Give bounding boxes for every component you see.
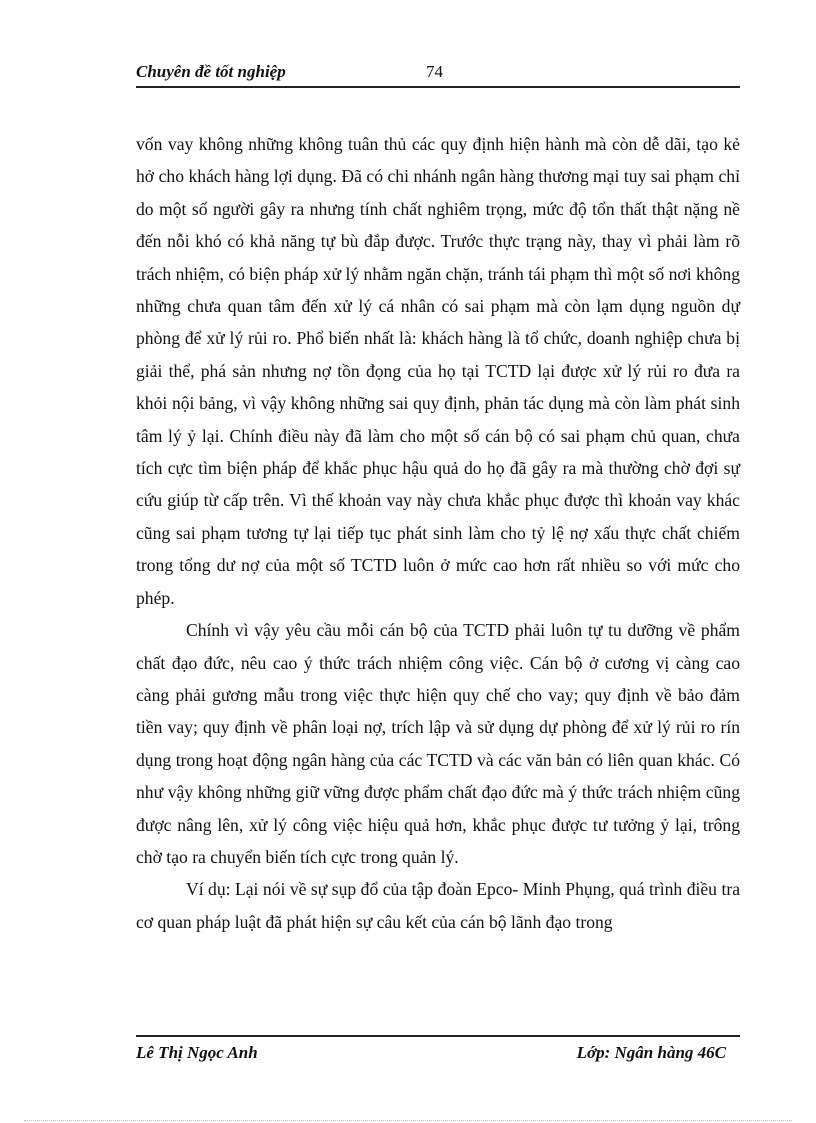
page-footer — [136, 1043, 726, 1067]
paragraph-1: vốn vay không những không tuân thủ các quy định hiện hành mà còn dễ dãi, tạo kẻ hở cho khách hàng lợi dụng. Đã có chi nhánh ngân hàng thương mại tuy sai phạm chỉ do một số người gây ra nhưng tính chất nghiêm trọng, mức độ tổn thất thật nặng nề đến nỗi khó có khả năng tự bù đắp được. Trước thực trạng này, thay vì phải làm rõ trách nhiệm, có biện pháp xử lý nhằm ngăn chặn, tránh tái phạm thì một số nơi không những chưa quan tâm đến xử lý cá nhân có sai phạm mà còn lạm dụng nguồn dự phòng để xử lý rủi ro. Phổ biến nhất là: khách hàng là tổ chức, doanh nghiệp chưa bị giải thể, phá sản nhưng nợ tồn đọng của họ tại TCTD lại được xử lý rủi ro đưa ra khỏi nội bảng, vì vậy không những sai quy định, phản tác dụng mà còn làm phát sinh tâm lý ỷ lại. Chính điều này đã làm cho một số cán bộ có sai phạm chủ quan, chưa tích cực tìm biện pháp để khắc phục hậu quả do họ đã gây ra mà thường chờ đợi sự cứu giúp từ cấp trên. Vì thế khoản vay này chưa khắc phục được thì khoản vay khác cũng sai phạm tương tự lại tiếp tục phát sinh làm cho tỷ lệ nợ xấu thực chất chiếm trong tổng dư nợ của một số TCTD luôn ở mức cao hơn rất nhiều so với mức cho phép. — [136, 134, 740, 608]
paragraph-2: Chính vì vậy yêu cầu mỗi cán bộ của TCTD phải luôn tự tu dưỡng về phẩm chất đạo đức, nêu cao ý thức trách nhiệm công việc. Cán bộ ở cương vị càng cao càng phải gương mẫu trong việc thực hiện quy chế cho vay; quy định về bảo đảm tiền vay; quy định về phân loại nợ, trích lập và sử dụng dự phòng để xử lý rủi ro rín dụng trong hoạt động ngân hàng của các TCTD và các văn bản có liên quan khác. Có như vậy không những giữ vững được phẩm chất đạo đức mà ý thức trách nhiệm cũng được nâng lên, xử lý công việc hiệu quả hơn, khắc phục được tư tưởng ỷ lại, trông chờ tạo ra chuyển biến tích cực trong quản lý. — [136, 620, 740, 867]
paragraph-3: Ví dụ: Lại nói về sự sụp đổ của tập đoàn Epco- Minh Phụng, quá trình điều tra cơ quan pháp luật đã phát hiện sự câu kết của cán bộ lãnh đạo trong — [136, 879, 740, 932]
page-number: 74 — [426, 62, 443, 81]
footer-divider — [136, 1035, 740, 1037]
page-bottom-edge — [24, 1120, 792, 1121]
document-title: Chuyên đề tốt nghiệp — [136, 62, 286, 81]
footer-author: Lê Thị Ngọc Anh — [136, 1043, 258, 1062]
body-text — [136, 128, 740, 938]
page-header — [136, 60, 740, 88]
footer-class: Lớp: Ngân hàng 46C — [576, 1043, 726, 1062]
